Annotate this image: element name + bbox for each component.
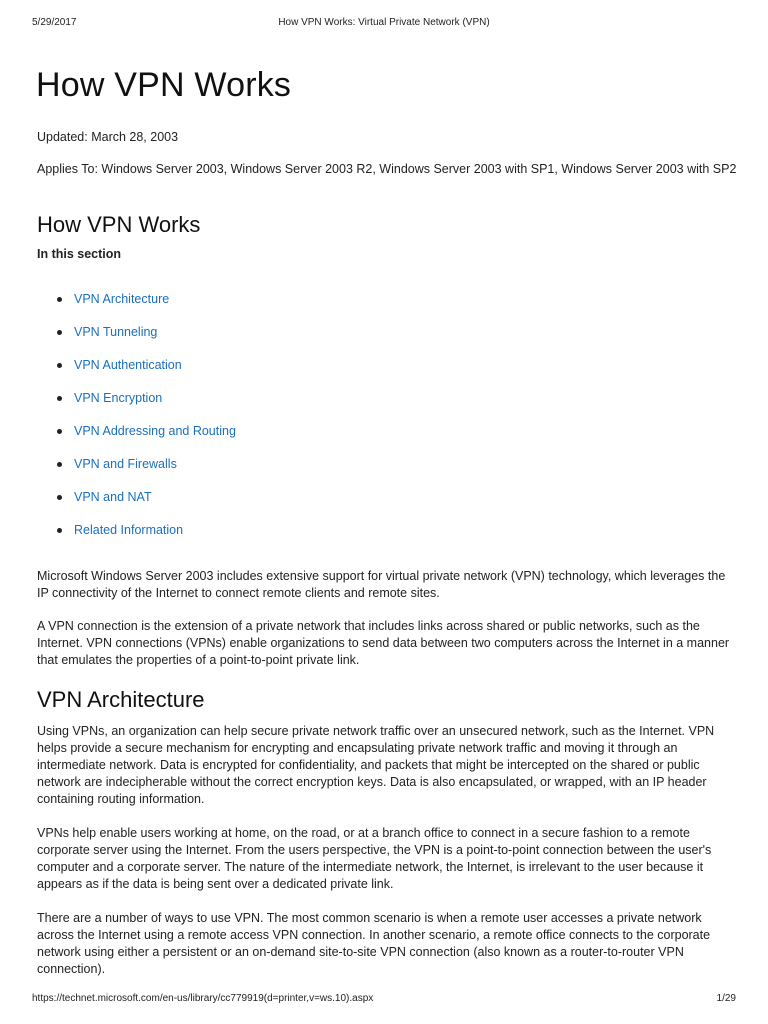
toc-item	[37, 356, 236, 389]
toc-link-vpn-addressing-routing[interactable]: VPN Addressing and Routing	[74, 424, 236, 438]
bullet-icon	[57, 429, 62, 434]
toc-link-vpn-firewalls[interactable]: VPN and Firewalls	[74, 457, 177, 471]
updated-date: Updated: March 28, 2003	[37, 130, 179, 144]
intro-paragraph: Microsoft Windows Server 2003 includes extensive support for virtual private network (VPN) technology, which leverages the IP connectivity of the Internet to connect remote clients and remote sites.	[37, 569, 726, 600]
toc-link-related-information[interactable]: Related Information	[74, 523, 184, 537]
toc-item	[37, 323, 236, 356]
toc-item	[37, 389, 236, 422]
in-this-section-label: In this section	[37, 247, 122, 261]
bullet-icon	[57, 297, 62, 302]
toc-item	[37, 455, 236, 488]
toc-item	[37, 488, 236, 521]
section-toc	[37, 290, 236, 554]
bullet-icon	[57, 528, 62, 533]
applies-to: Applies To: Windows Server 2003, Windows Server 2003 R2, Windows Server 2003 with SP1, Windows Server 2003 with SP2	[37, 162, 737, 176]
print-header	[32, 17, 736, 31]
print-doc-title: How VPN Works: Virtual Private Network (VPN)	[278, 17, 490, 28]
print-url: https://technet.microsoft.com/en-us/library/cc779919(d=printer,v=ws.10).aspx	[32, 993, 374, 1004]
vpn-architecture-heading: VPN Architecture	[37, 687, 205, 712]
architecture-paragraph: VPNs help enable users working at home, on the road, or at a branch office to connect in a secure fashion to a remote corporate server using the Internet. From the users perspective, the VPN is a point-to-point connection between the user's computer and a corporate server. The nature of the intermediate network, the Internet, is irrelevant to the user because it appears as if the data is being sent over a dedicated private link.	[37, 826, 712, 891]
toc-link-vpn-tunneling[interactable]: VPN Tunneling	[74, 325, 158, 339]
toc-link-vpn-nat[interactable]: VPN and NAT	[74, 490, 152, 504]
toc-link-vpn-authentication[interactable]: VPN Authentication	[74, 358, 182, 372]
section-title: How VPN Works	[37, 212, 201, 237]
bullet-icon	[57, 462, 62, 467]
toc-item	[37, 290, 236, 323]
toc-item	[37, 521, 236, 554]
page-number: 1/29	[716, 993, 736, 1004]
print-date: 5/29/2017	[32, 17, 77, 28]
bullet-icon	[57, 363, 62, 368]
bullet-icon	[57, 396, 62, 401]
page-title: How VPN Works	[36, 66, 292, 104]
intro-paragraph: A VPN connection is the extension of a private network that includes links across shared or public networks, such as the Internet. VPN connections (VPNs) enable organizations to send data between two computers across the Internet in a manner that emulates the properties of a point-to-point private link.	[37, 619, 730, 667]
print-footer	[32, 993, 736, 1007]
toc-link-vpn-encryption[interactable]: VPN Encryption	[74, 391, 163, 405]
bullet-icon	[57, 330, 62, 335]
architecture-paragraph: Using VPNs, an organization can help secure private network traffic over an unsecured network, such as the Internet. VPN helps provide a secure mechanism for encrypting and encapsulating private network traffic and moving it through an intermediate network. Data is encrypted for confidentiality, and packets that might be intercepted on the shared or public network are indecipherable without the correct encryption keys. Data is also encapsulated, or wrapped, with an IP header containing routing information.	[37, 724, 715, 806]
toc-link-vpn-architecture[interactable]: VPN Architecture	[74, 292, 170, 306]
bullet-icon	[57, 495, 62, 500]
architecture-paragraph: There are a number of ways to use VPN. The most common scenario is when a remote user accesses a private network across the Internet using a remote access VPN connection. In another scenario, a remote office connects to the corporate network using either a persistent or an on-demand site-to-site VPN connection (also known as a router-to-router VPN connection).	[37, 911, 711, 976]
toc-item	[37, 422, 236, 455]
